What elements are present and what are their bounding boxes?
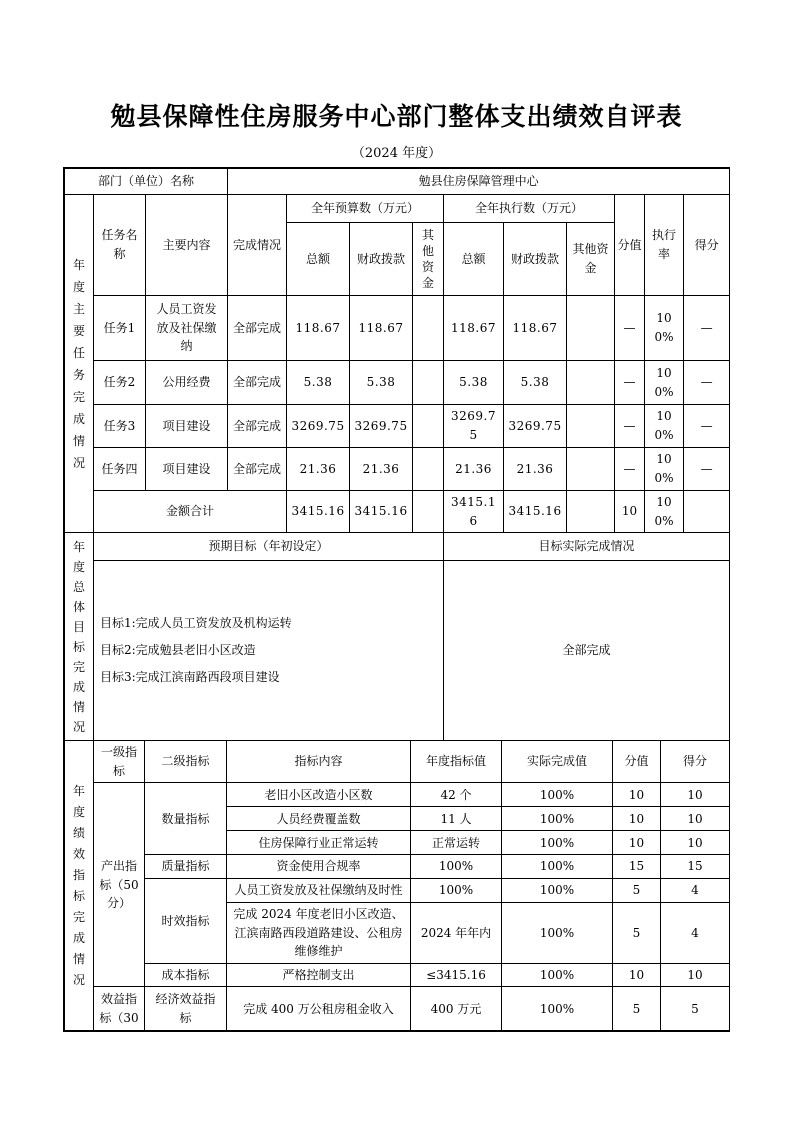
exec-fiscal: 5.38 <box>504 361 567 405</box>
indicator-row <box>65 855 730 879</box>
task-points: — <box>615 296 645 361</box>
task-status: 全部完成 <box>228 296 287 361</box>
total-exec-total: 3415.16 <box>444 491 504 533</box>
indicator-points: 10 <box>613 807 661 831</box>
level2-indicator-timeliness: 时效指标 <box>145 878 227 963</box>
indicator-points: 10 <box>613 831 661 855</box>
expected-goals-cell <box>94 561 444 741</box>
task-points: — <box>615 361 645 405</box>
indicator-score: 10 <box>661 831 730 855</box>
exec-other <box>567 448 615 491</box>
total-budget-fiscal: 3415.16 <box>350 491 413 533</box>
indicator-content: 资金使用合规率 <box>227 855 411 879</box>
goal-item: 目标1:完成人员工资发放及机构运转 <box>100 616 292 631</box>
side-label-annual-goals: 年度总体目标完成情况 <box>65 533 94 741</box>
budget-fiscal: 21.36 <box>350 448 413 491</box>
task-rate: 100% <box>645 296 684 361</box>
indicator-content: 人员经费覆盖数 <box>227 807 411 831</box>
task-name: 任务3 <box>94 405 146 448</box>
col-header-exec-other: 其他资金 <box>567 223 615 296</box>
indicator-target: 100% <box>411 878 502 902</box>
col-header-exec-fiscal: 财政拨款 <box>504 223 567 296</box>
exec-total: 118.67 <box>444 296 504 361</box>
group-header-annual-execution: 全年执行数（万元） <box>444 195 615 223</box>
total-points: 10 <box>615 491 645 533</box>
col-header-indicator-points: 分值 <box>613 741 661 783</box>
indicator-score: 15 <box>661 855 730 879</box>
task-rate: 100% <box>645 448 684 491</box>
indicator-actual: 100% <box>502 902 613 963</box>
indicator-actual: 100% <box>502 831 613 855</box>
col-header-level2: 二级指标 <box>145 741 227 783</box>
level1-indicator-output: 产出指标（50分） <box>94 783 145 987</box>
total-rate: 100% <box>645 491 684 533</box>
exec-fiscal: 118.67 <box>504 296 567 361</box>
goal-item: 目标2:完成勉县老旧小区改造 <box>100 643 256 658</box>
col-header-budget-other: 其他资金 <box>413 223 444 296</box>
indicator-actual: 100% <box>502 878 613 902</box>
level2-indicator-economic-benefit: 经济效益指标 <box>145 987 227 1031</box>
self-evaluation-table <box>63 167 730 1032</box>
indicator-actual: 100% <box>502 783 613 807</box>
indicator-actual: 100% <box>502 963 613 987</box>
col-header-actual-value: 实际完成值 <box>502 741 613 783</box>
exec-other <box>567 361 615 405</box>
group-header-annual-budget: 全年预算数（万元） <box>287 195 444 223</box>
level2-indicator-quality: 质量指标 <box>145 855 227 879</box>
budget-fiscal: 5.38 <box>350 361 413 405</box>
exec-total: 5.38 <box>444 361 504 405</box>
indicator-content: 完成 400 万公租房租金收入 <box>227 987 411 1031</box>
col-header-completion: 完成情况 <box>228 195 287 296</box>
indicator-points: 5 <box>613 878 661 902</box>
task-score: — <box>684 448 730 491</box>
col-header-level1: 一级指标 <box>94 741 145 783</box>
indicator-target: 正常运转 <box>411 831 502 855</box>
indicator-target: 100% <box>411 855 502 879</box>
task-status: 全部完成 <box>228 361 287 405</box>
level1-indicator-benefit: 效益指标（30 <box>94 987 145 1031</box>
indicator-row <box>65 987 730 1031</box>
indicator-row <box>65 878 730 902</box>
budget-total: 21.36 <box>287 448 350 491</box>
dept-name-label: 部门（单位）名称 <box>65 169 228 195</box>
task-content: 项目建设 <box>146 448 228 491</box>
task-content: 人员工资发放及社保缴纳 <box>146 296 228 361</box>
indicator-content: 住房保障行业正常运转 <box>227 831 411 855</box>
task-rate: 100% <box>645 405 684 448</box>
budget-fiscal: 3269.75 <box>350 405 413 448</box>
col-header-exec-total: 总额 <box>444 223 504 296</box>
indicator-points: 10 <box>613 783 661 807</box>
expected-goals-header: 预期目标（年初设定） <box>94 533 444 561</box>
col-header-annual-target: 年度指标值 <box>411 741 502 783</box>
col-header-budget-fiscal: 财政拨款 <box>350 223 413 296</box>
indicator-score: 10 <box>661 807 730 831</box>
col-header-indicator-content: 指标内容 <box>227 741 411 783</box>
task-name: 任务四 <box>94 448 146 491</box>
total-budget-total: 3415.16 <box>287 491 350 533</box>
indicator-target: 42 个 <box>411 783 502 807</box>
exec-fiscal: 21.36 <box>504 448 567 491</box>
total-exec-fiscal: 3415.16 <box>504 491 567 533</box>
total-budget-other <box>413 491 444 533</box>
indicator-score: 4 <box>661 902 730 963</box>
exec-fiscal: 3269.75 <box>504 405 567 448</box>
page-title: 勉县保障性住房服务中心部门整体支出绩效自评表 <box>110 103 683 131</box>
performance-indicators-table <box>64 740 730 1031</box>
exec-total: 3269.75 <box>444 405 504 448</box>
indicator-content: 完成 2024 年度老旧小区改造、江滨南路西段道路建设、公租房维修维护 <box>227 902 411 963</box>
annual-goals-table <box>64 532 730 741</box>
indicator-target: 11 人 <box>411 807 502 831</box>
task-score: — <box>684 405 730 448</box>
task-name: 任务2 <box>94 361 146 405</box>
col-header-exec-rate: 执行率 <box>645 195 684 296</box>
task-points: — <box>615 448 645 491</box>
task-content: 项目建设 <box>146 405 228 448</box>
col-header-main-content: 主要内容 <box>146 195 228 296</box>
budget-other <box>413 448 444 491</box>
task-row <box>65 361 730 405</box>
col-header-points: 分值 <box>615 195 645 296</box>
indicator-score: 10 <box>661 963 730 987</box>
level2-indicator-quantity: 数量指标 <box>145 783 227 855</box>
total-row <box>65 491 730 533</box>
indicator-row <box>65 783 730 807</box>
task-row <box>65 405 730 448</box>
task-content: 公用经费 <box>146 361 228 405</box>
indicator-points: 15 <box>613 855 661 879</box>
budget-other <box>413 361 444 405</box>
side-label-annual-tasks: 年度主要任务完成情况 <box>65 195 94 533</box>
goal-item: 目标3:完成江滨南路西段项目建设 <box>100 670 280 685</box>
actual-completion-header: 目标实际完成情况 <box>444 533 730 561</box>
total-score <box>684 491 730 533</box>
task-status: 全部完成 <box>228 405 287 448</box>
budget-total: 3269.75 <box>287 405 350 448</box>
indicator-points: 10 <box>613 963 661 987</box>
indicator-actual: 100% <box>502 987 613 1031</box>
indicator-points: 5 <box>613 987 661 1031</box>
indicator-row <box>65 963 730 987</box>
task-row <box>65 448 730 491</box>
indicator-actual: 100% <box>502 855 613 879</box>
indicator-score: 10 <box>661 783 730 807</box>
indicator-content: 人员工资发放及社保缴纳及时性 <box>227 878 411 902</box>
indicator-score: 5 <box>661 987 730 1031</box>
budget-total: 118.67 <box>287 296 350 361</box>
indicator-content: 老旧小区改造小区数 <box>227 783 411 807</box>
col-header-budget-total: 总额 <box>287 223 350 296</box>
indicator-score: 4 <box>661 878 730 902</box>
budget-other <box>413 405 444 448</box>
task-rate: 100% <box>645 361 684 405</box>
exec-other <box>567 296 615 361</box>
annual-tasks-table <box>64 168 730 533</box>
indicator-target: ≤3415.16 <box>411 963 502 987</box>
col-header-indicator-score: 得分 <box>661 741 730 783</box>
indicator-actual: 100% <box>502 807 613 831</box>
budget-fiscal: 118.67 <box>350 296 413 361</box>
exec-other <box>567 405 615 448</box>
budget-other <box>413 296 444 361</box>
budget-total: 5.38 <box>287 361 350 405</box>
task-status: 全部完成 <box>228 448 287 491</box>
total-label: 金额合计 <box>94 491 287 533</box>
task-row <box>65 296 730 361</box>
indicator-content: 严格控制支出 <box>227 963 411 987</box>
dept-name-value: 勉县住房保障管理中心 <box>228 169 730 195</box>
indicator-target: 400 万元 <box>411 987 502 1031</box>
task-score: — <box>684 296 730 361</box>
level2-indicator-cost: 成本指标 <box>145 963 227 987</box>
side-label-performance-indicators: 年度绩效指标完成情况 <box>65 741 94 1031</box>
col-header-score: 得分 <box>684 195 730 296</box>
actual-completion-value: 全部完成 <box>444 561 730 741</box>
total-exec-other <box>567 491 615 533</box>
task-name: 任务1 <box>94 296 146 361</box>
col-header-task-name: 任务名称 <box>94 195 146 296</box>
task-points: — <box>615 405 645 448</box>
indicator-points: 5 <box>613 902 661 963</box>
exec-total: 21.36 <box>444 448 504 491</box>
page-subtitle: （2024 年度） <box>351 146 442 161</box>
indicator-target: 2024 年年内 <box>411 902 502 963</box>
task-score: — <box>684 361 730 405</box>
